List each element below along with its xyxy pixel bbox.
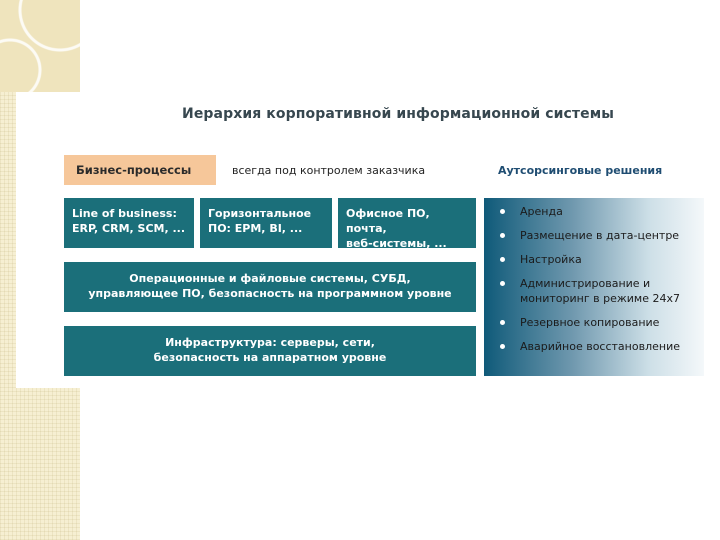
layer-text-line: Line of business: xyxy=(72,207,177,220)
layer-text-line: Офисное ПО, почта, xyxy=(346,207,430,235)
bullet-icon xyxy=(500,233,505,238)
list-item xyxy=(520,315,715,330)
layer-text-line: безопасность на аппаратном уровне xyxy=(153,351,387,364)
decorative-corner-swirls xyxy=(0,0,80,92)
bullet-icon xyxy=(500,281,505,286)
layer-line-of-business xyxy=(64,198,194,248)
list-item xyxy=(520,204,715,219)
outsourcing-title: Аутсорсинговые решения xyxy=(498,164,663,177)
outsourcing-list xyxy=(520,202,715,354)
business-processes-label: Бизнес-процессы xyxy=(76,163,192,177)
diagram-title: Иерархия корпоративной информационной системы xyxy=(182,106,615,122)
layer-operating-systems xyxy=(64,262,476,312)
bullet-icon xyxy=(500,209,505,214)
layer-text-line: управляющее ПО, безопасность на программном уровне xyxy=(88,287,452,300)
list-item-label: Аварийное восстановление xyxy=(520,340,680,353)
bullet-icon xyxy=(500,257,505,262)
layer-horizontal-software xyxy=(200,198,332,248)
list-item-label: Настройка xyxy=(520,253,582,266)
list-item xyxy=(520,252,715,267)
layer-text-line: ERP, CRM, SCM, ... xyxy=(72,222,186,235)
list-item-label: Аренда xyxy=(520,205,563,218)
layer-text-line: Операционные и файловые системы, СУБД, xyxy=(129,272,411,285)
business-processes-box xyxy=(64,155,216,185)
layer-text-line: веб-системы, ... xyxy=(346,237,447,250)
layer-text-line: Инфраструктура: серверы, сети, xyxy=(165,336,375,349)
layer-office-software xyxy=(338,198,476,248)
layer-infrastructure xyxy=(64,326,476,376)
bullet-icon xyxy=(500,320,505,325)
list-item xyxy=(520,339,715,354)
bullet-icon xyxy=(500,344,505,349)
list-item-label: Резервное копирование xyxy=(520,316,660,329)
list-item-label: Размещение в дата-центре xyxy=(520,229,680,242)
list-item xyxy=(520,228,715,243)
list-item-label: Администрирование и мониторинг в режиме 24x7 xyxy=(520,277,680,305)
layer-text-line: ПО: EPM, BI, ... xyxy=(208,222,303,235)
layer-text-line: Горизонтальное xyxy=(208,207,312,220)
list-item xyxy=(520,276,715,306)
control-note: всегда под контролем заказчика xyxy=(232,164,426,177)
